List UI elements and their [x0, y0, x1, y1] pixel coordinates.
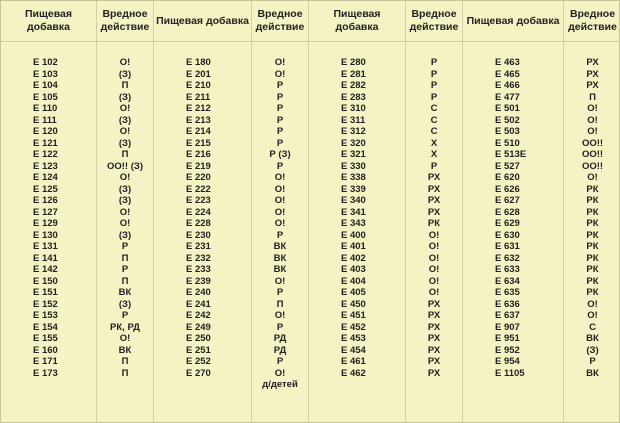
additive-code: E 215 [186, 137, 211, 149]
additive-code: E 270 [186, 367, 211, 379]
effect-code: O! [119, 57, 131, 68]
additive-header: Пищевая добавка [463, 1, 563, 42]
additive-code: E 213 [186, 114, 211, 126]
additive-code: E 160 [33, 344, 58, 356]
effect-code: O! [274, 68, 286, 80]
additive-code: E 251 [186, 344, 211, 356]
effect-code: Р [430, 57, 438, 68]
additive-code: E 150 [33, 275, 58, 287]
additive-code: E 171 [33, 356, 58, 367]
additive-code: E 239 [186, 275, 211, 287]
additive-code: E 105 [33, 91, 58, 103]
effect-code: (З) [118, 68, 132, 80]
effect-code: РК, РД [110, 321, 140, 333]
effect-code: РК [586, 206, 599, 218]
effect-code: O! [587, 310, 598, 321]
additive-code: E 402 [341, 252, 366, 264]
effect-code: (З) [118, 91, 132, 103]
effect-header: Вредное действие [97, 1, 153, 42]
additive-code: E 629 [495, 218, 520, 229]
additive-code: E 636 [495, 298, 520, 310]
effect-code: РК [586, 287, 599, 298]
effect-code: O! д/детей [262, 367, 298, 390]
additive-code: E 630 [495, 229, 520, 241]
additive-column [463, 1, 564, 422]
effect-code: П [121, 149, 129, 160]
effect-code: O! [274, 275, 286, 287]
effect-code: O! [274, 195, 286, 206]
additive-code: E 210 [186, 80, 211, 91]
additive-code: E 232 [186, 252, 211, 264]
additive-code: E 230 [186, 229, 211, 241]
additive-code: E 403 [341, 264, 366, 275]
effect-code: П [121, 252, 129, 264]
effect-code: С [430, 103, 438, 114]
effect-code: РХ [427, 310, 441, 321]
additive-code: E 131 [33, 241, 58, 252]
additive-code: E 153 [33, 310, 58, 321]
additive-code: E 477 [495, 91, 520, 103]
effect-code: Р [276, 356, 284, 367]
additive-code: E 954 [495, 356, 520, 367]
additive-column [309, 1, 406, 422]
effect-code: Р [430, 68, 438, 80]
additive-code: E 635 [495, 287, 520, 298]
additive-code: E 502 [495, 114, 520, 126]
effect-code: Р [276, 126, 284, 137]
additive-code: E 510 [495, 137, 520, 149]
effect-code: Р (З) [269, 149, 291, 160]
additive-code: E 907 [495, 321, 520, 333]
additive-code: E 951 [495, 333, 520, 344]
effect-code: (З) [118, 137, 132, 149]
effect-code: РК [586, 264, 599, 275]
additive-code: E 142 [33, 264, 58, 275]
additive-code: E 220 [186, 172, 211, 183]
effect-code: ВК [273, 252, 287, 264]
effect-code: Р [276, 114, 284, 126]
additive-code: E 631 [495, 241, 520, 252]
effect-code: П [121, 367, 129, 379]
additive-code: E 626 [495, 183, 520, 195]
effect-code: O! [274, 310, 286, 321]
additive-code: E 154 [33, 321, 58, 333]
effect-code: РХ [427, 172, 441, 183]
additive-code: E 212 [186, 103, 211, 114]
effect-code: П [276, 298, 284, 310]
effect-code: РК [586, 229, 599, 241]
additive-code: E 341 [341, 206, 366, 218]
additive-code: E 233 [186, 264, 211, 275]
additive-code: E 503 [495, 126, 520, 137]
effect-code: С [430, 114, 438, 126]
additive-code: E 180 [186, 57, 211, 68]
effect-code: Р [430, 80, 438, 91]
effect-code: РХ [427, 333, 441, 344]
column-cells [252, 42, 308, 391]
effect-code: O! [274, 218, 286, 229]
additive-column [154, 1, 252, 422]
effect-code: O! [119, 172, 131, 183]
effect-code: Р [276, 229, 284, 241]
effect-code: ОО!! (З) [106, 160, 144, 172]
effect-code: РК [586, 241, 599, 252]
effect-code: ВК [586, 367, 599, 379]
additive-code: E 463 [495, 57, 520, 68]
effect-code: Р [276, 287, 284, 298]
additive-code: E 122 [33, 149, 58, 160]
additive-code: E 280 [341, 57, 366, 68]
effect-code: ВК [118, 287, 132, 298]
additive-code: E 310 [341, 103, 366, 114]
effect-code: РХ [427, 206, 441, 218]
additive-code: E 320 [341, 137, 366, 149]
effect-code: РХ [586, 80, 599, 91]
additive-code: E 121 [33, 137, 58, 149]
additive-code: E 627 [495, 195, 520, 206]
effect-code: (З) [118, 114, 132, 126]
effect-code: Р [276, 103, 284, 114]
effect-code: РХ [586, 68, 599, 80]
effect-code: РК [586, 275, 599, 287]
effect-code: O! [587, 103, 598, 114]
additive-code: E 110 [33, 103, 58, 114]
effect-code: РК [586, 183, 599, 195]
additive-code: E 214 [186, 126, 211, 137]
effect-code: O! [119, 333, 131, 344]
column-cells [97, 42, 153, 379]
effect-code: Р [121, 310, 129, 321]
additive-code: E 452 [341, 321, 366, 333]
additive-code: E 513E [495, 149, 527, 160]
additive-code: E 461 [341, 356, 366, 367]
additive-code: E 451 [341, 310, 366, 321]
additive-code: E 401 [341, 241, 366, 252]
additive-code: E 312 [341, 126, 366, 137]
column-cells [1, 42, 96, 379]
effect-code: ВК [273, 241, 287, 252]
effect-code: ОО!! [581, 160, 604, 172]
effect-code: O! [428, 275, 440, 287]
additive-code: E 343 [341, 218, 366, 229]
additive-code: E 501 [495, 103, 520, 114]
effect-code: РХ [427, 195, 441, 206]
effect-code: O! [587, 126, 598, 137]
effect-code: РХ [586, 57, 599, 68]
additive-code: E 404 [341, 275, 366, 287]
effect-code: O! [428, 264, 440, 275]
effect-code: Р [589, 356, 596, 367]
effect-code: РК [586, 218, 599, 229]
additive-code: E 400 [341, 229, 366, 241]
additive-code: E 151 [33, 287, 58, 298]
additive-code: E 242 [186, 310, 211, 321]
effect-column [564, 1, 620, 422]
additive-code: E 311 [341, 114, 366, 126]
additive-column [1, 1, 97, 422]
additive-code: E 283 [341, 91, 366, 103]
additive-code: E 130 [33, 229, 58, 241]
additive-code: E 330 [341, 160, 366, 172]
additive-code: E 103 [33, 68, 58, 80]
additive-code: E 219 [186, 160, 211, 172]
additive-code: E 339 [341, 183, 366, 195]
effect-code: РХ [427, 367, 441, 379]
additive-code: E 466 [495, 80, 520, 91]
effect-code: Р [276, 80, 284, 91]
effect-column [97, 1, 154, 422]
column-cells [406, 42, 462, 379]
additive-code: E 628 [495, 206, 520, 218]
additive-code: E 405 [341, 287, 366, 298]
additive-code: E 104 [33, 80, 58, 91]
effect-code: ОО!! [581, 149, 604, 160]
additive-code: E 952 [495, 344, 520, 356]
additive-header: Пищевая добавка [1, 1, 96, 42]
additive-code: E 123 [33, 160, 58, 172]
effect-code: С [589, 321, 596, 333]
additive-code: E 620 [495, 172, 520, 183]
additive-code: E 453 [341, 333, 366, 344]
additive-code: E 240 [186, 287, 211, 298]
effect-code: O! [119, 218, 131, 229]
column-cells [564, 42, 620, 379]
effect-code: П [121, 80, 129, 91]
effect-header: Вредное действие [564, 1, 620, 42]
effect-code: С [430, 126, 438, 137]
effect-code: O! [274, 57, 286, 68]
effect-code: РХ [427, 356, 441, 367]
additive-code: E 527 [495, 160, 520, 172]
effect-code: Р [276, 137, 284, 149]
column-cells [463, 42, 563, 379]
effect-code: O! [587, 172, 598, 183]
additive-code: E 125 [33, 183, 58, 195]
effect-code: Р [121, 241, 129, 252]
effect-code: Х [430, 149, 438, 160]
additive-code: E 633 [495, 264, 520, 275]
effect-header: Вредное действие [406, 1, 462, 42]
effect-code: ОО!! [581, 137, 604, 149]
additive-code: E 211 [186, 91, 211, 103]
effect-code: Р [430, 91, 438, 103]
additive-code: E 338 [341, 172, 366, 183]
table-grid [1, 1, 619, 422]
additive-code: E 465 [495, 68, 520, 80]
effect-code: РК [427, 218, 441, 229]
effect-code: РД [273, 344, 287, 356]
effect-code: РХ [427, 321, 441, 333]
additive-code: E 462 [341, 367, 366, 379]
column-cells [309, 42, 405, 379]
additive-code: E 124 [33, 172, 58, 183]
effect-code: Р [276, 160, 284, 172]
additive-header: Пищевая добавка [154, 1, 251, 42]
effect-code: (З) [118, 195, 132, 206]
effect-code: (З) [118, 298, 132, 310]
effect-code: O! [274, 172, 286, 183]
additive-code: E 454 [341, 344, 366, 356]
effect-code: П [589, 91, 596, 103]
effect-code: O! [119, 103, 131, 114]
effect-code: O! [274, 183, 286, 195]
additive-code: E 281 [341, 68, 366, 80]
additive-code: E 634 [495, 275, 520, 287]
effect-column [406, 1, 463, 422]
additive-code: E 120 [33, 126, 58, 137]
additive-code: E 632 [495, 252, 520, 264]
additive-code: E 129 [33, 218, 58, 229]
effect-code: РК [586, 252, 599, 264]
effect-code: П [121, 356, 129, 367]
additive-code: E 127 [33, 206, 58, 218]
additive-code: E 216 [186, 149, 211, 160]
effect-code: ВК [586, 333, 599, 344]
effect-column [252, 1, 309, 422]
effect-code: РК [586, 195, 599, 206]
effect-code: O! [587, 114, 598, 126]
additive-code: E 249 [186, 321, 211, 333]
effect-code: O! [428, 252, 440, 264]
effect-code: ВК [118, 344, 132, 356]
additive-header: Пищевая добавка [309, 1, 405, 42]
effect-code: O! [428, 241, 440, 252]
effect-code: Х [430, 137, 438, 149]
column-cells [154, 42, 251, 379]
additive-code: E 223 [186, 195, 211, 206]
effect-code: РХ [427, 344, 441, 356]
additive-code: E 102 [33, 57, 58, 68]
additive-code: E 228 [186, 218, 211, 229]
effect-code: Р [430, 160, 438, 172]
effect-code: РД [273, 333, 287, 344]
effect-code: (З) [118, 229, 132, 241]
additive-code: E 250 [186, 333, 211, 344]
effect-code: (З) [586, 344, 599, 356]
additive-code: E 222 [186, 183, 211, 195]
effect-code: O! [428, 287, 440, 298]
additive-code: E 241 [186, 298, 211, 310]
additive-code: E 340 [341, 195, 366, 206]
effect-code: П [121, 275, 129, 287]
effect-code: (З) [118, 183, 132, 195]
additive-code: E 231 [186, 241, 211, 252]
additive-code: E 321 [341, 149, 366, 160]
effect-code: O! [428, 229, 440, 241]
additive-code: E 637 [495, 310, 520, 321]
effect-code: Р [276, 91, 284, 103]
effect-code: ВК [273, 264, 287, 275]
additive-code: E 152 [33, 298, 58, 310]
effect-code: O! [119, 126, 131, 137]
additive-code: E 155 [33, 333, 58, 344]
additive-code: E 1105 [495, 367, 525, 379]
effect-code: РХ [427, 183, 441, 195]
additive-code: E 126 [33, 195, 58, 206]
effect-code: O! [274, 206, 286, 218]
effect-code: O! [119, 206, 131, 218]
additive-code: E 224 [186, 206, 211, 218]
effect-code: РХ [427, 298, 441, 310]
additive-code: E 201 [186, 68, 211, 80]
additive-code: E 111 [33, 114, 57, 126]
additive-code: E 282 [341, 80, 366, 91]
effect-code: Р [276, 321, 284, 333]
additive-code: E 173 [33, 367, 58, 379]
additive-code: E 450 [341, 298, 366, 310]
effect-header: Вредное действие [252, 1, 308, 42]
effect-code: O! [587, 298, 598, 310]
additive-code: E 252 [186, 356, 211, 367]
effect-code: Р [121, 264, 129, 275]
additive-code: E 141 [33, 252, 58, 264]
